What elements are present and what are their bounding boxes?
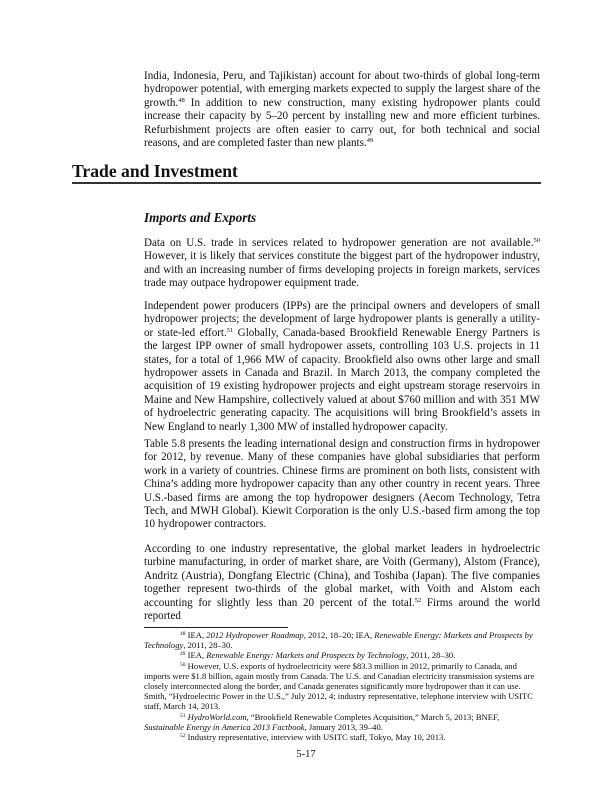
footnote-text: Industry representative, interview with USITC staff, Tokyo, May 10, 2013. [185,732,446,743]
footnote-text: , 2011, 28–30. [406,650,456,661]
paragraph-text: Table 5.8 presents the leading international design and construction firms in hydropower for 2012, by revenue. Many of these companies have global subsidiaries that perform work in a variety of countries. Chinese firms are prominent on both lists, consistent with China’s adding more hydropower capacity than any other country in recent years. Three U.S.-based firms are among the top hydropower designers (Aecom Technology, Tetra Tech, and MWH Global). Kiewit Corporation is the only U.S.-based firm among the top 10 hydropower contractors. [144,438,540,531]
footnote-number: 48 [180,631,186,637]
footnote-title: HydroWorld.com [187,711,247,722]
paragraph-text: India, Indonesia, Peru, and Tajikistan) account for about two-thirds of global long-term hydropower potential, with emerging markets expected to supply the largest share of the growth. [144,70,540,109]
subsection-heading: Imports and Exports [144,210,257,225]
paragraph-text: Firms around the world reported [144,596,540,623]
footnote-number: 52 [180,733,186,740]
footnote-text: However, U.S. exports of hydroelectricity were $83.3 million in 2012, primarily to Canada, and imports were $1.8 billion, again mostly from Canada. The U.S. and Canadian electricity transmission systems are closely interconnected along the border, and Canada generates significantly more hydropower than it can use. Smith, “Hydroelectric Power in the U.S.,” July 2012, 4; industry representative, telephone interview with USITC staff, March 14, 2013. [144,660,535,712]
page-number: 5-17 [296,749,316,760]
paragraph-text: Data on U.S. trade in services related to hydropower generation are not available. [144,237,534,249]
footnote-text: IEA, [185,630,207,640]
footnote-48 [144,630,540,650]
footnotes [144,630,540,742]
paragraph-text: According to one industry representative, the global market leaders in hydroelectric turbine manufacturing, in order of market share, are Voith (Germany), Alstom (France), Andritz (Austria), Dongfang Electric (China), and Toshiba (Japan). The five companies together represent two-thirds of the global market, with Voith and Alstom each accounting for slightly less than 20 percent of the total. [144,543,540,609]
paragraph-services-trade [144,237,540,291]
footnote-text: IEA, [185,650,207,661]
paragraph-text: However, it is likely that services constitute the biggest part of the hydropower industry, and with an increasing number of firms developing projects in foreign markets, services trade may outpace hydropower equipment trade. [144,250,540,290]
footnote-text: January 2013, 39–40. [306,721,383,732]
footnote-title: 2012 Hydropower Roadmap [206,630,304,640]
footnote-number: 49 [180,651,186,658]
footnote-text: , 2011, 28–30. [183,640,233,651]
paragraph-ipps [144,300,540,434]
section-heading: Trade and Investment [72,161,541,184]
footnote-number: 51 [180,712,186,719]
footnote-49 [144,650,540,660]
footnote-ref-52[interactable]: 52 [414,596,422,604]
footnote-ref-49[interactable]: 49 [366,137,374,145]
paragraph-text: In addition to new construction, many existing hydropower plants could increase their capacity by 5–20 percent by installing new and more efficient turbines. Refurbishment projects are often easier to carry out, for both technical and social reasons, and are completed faster than new plants. [144,96,540,150]
paragraph-turbine-manufacturers [144,543,540,623]
footnote-50 [144,661,540,712]
footnote-text: , 2012, 18–20; IEA, [303,630,375,640]
footnote-title: Renewable Energy: Markets and Prospects by Technology [144,630,533,651]
footnote-ref-50[interactable]: 50 [533,237,540,244]
footnote-51 [144,712,540,732]
footnote-text: , “Brookfield Renewable Completes Acquisition,” March 5, 2013; BNEF, [246,711,500,722]
footnote-ref-48[interactable]: 48 [178,96,185,104]
paragraph-text: Globally, Canada-based Brookfield Renewable Energy Partners is the largest IPP owner of small hydropower assets, controlling 103 U.S. projects in 11 states, for a total of 1,966 MW of capacity. Brookfield also owns other large and small hydropower assets in Canada and Brazil. In March 2013, the company completed the acquisition of 19 existing hydropower projects and eight upstream storage reservoirs in Maine and New Hampshire, collectively valued at about $760 million and with 351 MW of hydroelectric generating capacity. The acquisitions will bring Brookfield’s assets in New England to nearly 1,300 MW of installed hydropower capacity. [144,326,540,433]
footnote-divider [144,627,288,628]
paragraph-text: Independent power producers (IPPs) are the principal owners and developers of small hydropower projects; the development of large hydropower plants is generally a utility- or state-led effort. [144,300,540,339]
footnote-ref-51[interactable]: 51 [226,326,234,334]
footnote-number: 50 [180,661,186,668]
intro-paragraph [144,70,540,150]
footnote-52 [144,732,540,742]
footnote-title: Sustainable Energy in America 2013 Factbook, [144,721,307,732]
paragraph-table-5-8 [144,438,540,532]
footnote-title: Renewable Energy: Markets and Prospects by Technology [206,650,407,661]
